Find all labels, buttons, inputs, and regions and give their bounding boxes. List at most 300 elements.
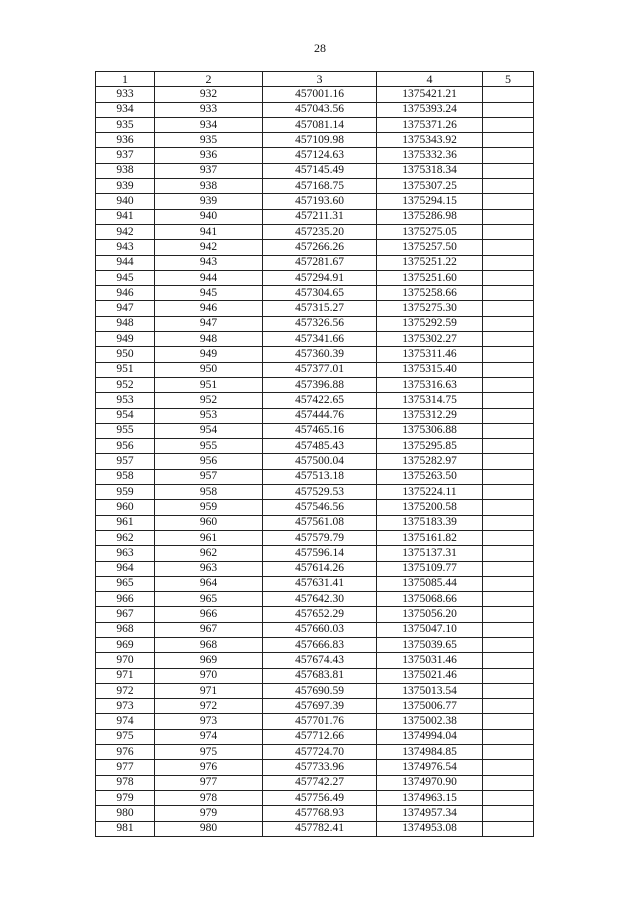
- table-cell: 955: [155, 439, 263, 454]
- table-cell: 947: [96, 301, 155, 316]
- table-cell: [483, 163, 534, 178]
- table-cell: 1375282.97: [377, 454, 483, 469]
- table-cell: 946: [96, 286, 155, 301]
- table-cell: 967: [155, 622, 263, 637]
- table-cell: 457500.04: [263, 454, 377, 469]
- table-cell: 960: [155, 515, 263, 530]
- table-row: [96, 393, 534, 408]
- table-body: [96, 87, 534, 837]
- table-row: [96, 454, 534, 469]
- table-row: [96, 790, 534, 805]
- table-cell: 457304.65: [263, 286, 377, 301]
- table-cell: [483, 530, 534, 545]
- table-cell: 457642.30: [263, 592, 377, 607]
- table-cell: 457043.56: [263, 102, 377, 117]
- table-cell: [483, 806, 534, 821]
- table-cell: 953: [155, 408, 263, 423]
- table-cell: 962: [155, 546, 263, 561]
- table-cell: [483, 668, 534, 683]
- table-cell: 457579.79: [263, 530, 377, 545]
- table-cell: 1375251.22: [377, 255, 483, 270]
- table-cell: [483, 714, 534, 729]
- table-cell: 944: [96, 255, 155, 270]
- table-row: [96, 806, 534, 821]
- table-cell: 1375421.21: [377, 87, 483, 102]
- table-row: [96, 485, 534, 500]
- table-cell: 932: [155, 87, 263, 102]
- table-cell: 970: [96, 653, 155, 668]
- table-cell: 964: [96, 561, 155, 576]
- table-cell: [483, 362, 534, 377]
- table-cell: [483, 224, 534, 239]
- table-cell: 457396.88: [263, 377, 377, 392]
- table-cell: 970: [155, 668, 263, 683]
- table-cell: 457712.66: [263, 729, 377, 744]
- table-cell: 959: [96, 485, 155, 500]
- table-cell: 936: [96, 133, 155, 148]
- table-cell: 978: [155, 790, 263, 805]
- table-cell: 952: [96, 377, 155, 392]
- table-row: [96, 332, 534, 347]
- table-cell: 1374957.34: [377, 806, 483, 821]
- table-cell: 965: [155, 592, 263, 607]
- table-row: [96, 561, 534, 576]
- table-cell: 941: [96, 209, 155, 224]
- table-cell: 948: [155, 332, 263, 347]
- table-row: [96, 270, 534, 285]
- table-cell: 1375047.10: [377, 622, 483, 637]
- table-cell: 963: [96, 546, 155, 561]
- table-row: [96, 592, 534, 607]
- table-row: [96, 760, 534, 775]
- table-cell: 940: [96, 194, 155, 209]
- table-cell: 979: [96, 790, 155, 805]
- table-cell: 933: [96, 87, 155, 102]
- table-row: [96, 102, 534, 117]
- table-cell: 1375332.36: [377, 148, 483, 163]
- table-cell: 1375161.82: [377, 530, 483, 545]
- table-cell: 941: [155, 224, 263, 239]
- table-cell: 1375318.34: [377, 163, 483, 178]
- table-cell: [483, 821, 534, 836]
- table-cell: 1375039.65: [377, 637, 483, 652]
- table-cell: 974: [155, 729, 263, 744]
- table-cell: 457485.43: [263, 439, 377, 454]
- table-cell: 457756.49: [263, 790, 377, 805]
- table-row: [96, 469, 534, 484]
- table-cell: [483, 485, 534, 500]
- column-header: 1: [96, 72, 155, 87]
- table-cell: 969: [155, 653, 263, 668]
- table-cell: 457690.59: [263, 683, 377, 698]
- table-cell: 457360.39: [263, 347, 377, 362]
- table-cell: 1374963.15: [377, 790, 483, 805]
- table-cell: 1375343.92: [377, 133, 483, 148]
- table-cell: 457281.67: [263, 255, 377, 270]
- table-cell: 1375295.85: [377, 439, 483, 454]
- table-cell: 966: [96, 592, 155, 607]
- table-cell: 940: [155, 209, 263, 224]
- table-cell: 955: [96, 423, 155, 438]
- table-cell: [483, 790, 534, 805]
- table-cell: 457377.01: [263, 362, 377, 377]
- table-cell: 457742.27: [263, 775, 377, 790]
- table-cell: 937: [96, 148, 155, 163]
- table-cell: 966: [155, 607, 263, 622]
- table-cell: [483, 515, 534, 530]
- table-cell: [483, 745, 534, 760]
- table-cell: 961: [96, 515, 155, 530]
- table-cell: 1375183.39: [377, 515, 483, 530]
- table-cell: [483, 270, 534, 285]
- table-cell: 1375109.77: [377, 561, 483, 576]
- table-row: [96, 515, 534, 530]
- table-row: [96, 408, 534, 423]
- table-cell: 1375275.05: [377, 224, 483, 239]
- table-cell: 958: [96, 469, 155, 484]
- table-cell: [483, 699, 534, 714]
- table-cell: [483, 393, 534, 408]
- table-cell: 942: [96, 224, 155, 239]
- table-cell: 457465.16: [263, 423, 377, 438]
- table-cell: 457001.16: [263, 87, 377, 102]
- table-cell: 1375314.75: [377, 393, 483, 408]
- table-cell: 953: [96, 393, 155, 408]
- table-cell: 457513.18: [263, 469, 377, 484]
- table-cell: 978: [96, 775, 155, 790]
- table-row: [96, 163, 534, 178]
- table-cell: [483, 546, 534, 561]
- table-cell: 977: [155, 775, 263, 790]
- table-cell: 944: [155, 270, 263, 285]
- table-cell: 977: [96, 760, 155, 775]
- table-cell: 948: [96, 316, 155, 331]
- table-cell: 962: [96, 530, 155, 545]
- table-cell: [483, 653, 534, 668]
- table-cell: 457546.56: [263, 500, 377, 515]
- table-cell: 937: [155, 163, 263, 178]
- table-cell: 957: [155, 469, 263, 484]
- table-cell: 457660.03: [263, 622, 377, 637]
- table-cell: [483, 622, 534, 637]
- table-cell: 457315.27: [263, 301, 377, 316]
- table-cell: 1375393.24: [377, 102, 483, 117]
- table-cell: 457211.31: [263, 209, 377, 224]
- table-cell: 457529.53: [263, 485, 377, 500]
- table-cell: 972: [96, 683, 155, 698]
- table-cell: 936: [155, 148, 263, 163]
- table-row: [96, 301, 534, 316]
- page-number: 28: [314, 41, 326, 55]
- table-cell: 457145.49: [263, 163, 377, 178]
- table-cell: [483, 775, 534, 790]
- table-cell: [483, 240, 534, 255]
- column-header: 5: [483, 72, 534, 87]
- table-cell: 934: [96, 102, 155, 117]
- table-cell: 945: [96, 270, 155, 285]
- table-cell: [483, 255, 534, 270]
- table-row: [96, 117, 534, 132]
- table-row: [96, 821, 534, 836]
- table-cell: 1374994.04: [377, 729, 483, 744]
- table-row: [96, 423, 534, 438]
- table-cell: 980: [155, 821, 263, 836]
- table-cell: 457266.26: [263, 240, 377, 255]
- column-header: 3: [263, 72, 377, 87]
- table-row: [96, 347, 534, 362]
- table-cell: 457193.60: [263, 194, 377, 209]
- table-cell: 947: [155, 316, 263, 331]
- table-cell: 1375258.66: [377, 286, 483, 301]
- table-cell: 1375200.58: [377, 500, 483, 515]
- table-cell: 976: [96, 745, 155, 760]
- table-cell: 457652.29: [263, 607, 377, 622]
- table-cell: [483, 423, 534, 438]
- table-row: [96, 729, 534, 744]
- table-row: [96, 209, 534, 224]
- table-cell: 457341.66: [263, 332, 377, 347]
- table-cell: [483, 102, 534, 117]
- table-cell: 1375006.77: [377, 699, 483, 714]
- table-cell: 457422.65: [263, 393, 377, 408]
- table-cell: [483, 683, 534, 698]
- table-cell: 939: [155, 194, 263, 209]
- table-cell: 1375021.46: [377, 668, 483, 683]
- table-cell: 938: [96, 163, 155, 178]
- table-cell: [483, 592, 534, 607]
- table-cell: 1375371.26: [377, 117, 483, 132]
- table-row: [96, 148, 534, 163]
- table-cell: 1375056.20: [377, 607, 483, 622]
- table-cell: 457124.63: [263, 148, 377, 163]
- table-cell: 457596.14: [263, 546, 377, 561]
- table-cell: [483, 439, 534, 454]
- table-row: [96, 745, 534, 760]
- table-cell: 952: [155, 393, 263, 408]
- table-cell: [483, 729, 534, 744]
- table-row: [96, 87, 534, 102]
- table-cell: 1375312.29: [377, 408, 483, 423]
- table-cell: 949: [155, 347, 263, 362]
- table-cell: 980: [96, 806, 155, 821]
- table-cell: [483, 209, 534, 224]
- table-cell: [483, 179, 534, 194]
- table-cell: 959: [155, 500, 263, 515]
- table-row: [96, 530, 534, 545]
- table-cell: 968: [96, 622, 155, 637]
- table-cell: [483, 87, 534, 102]
- table-row: [96, 714, 534, 729]
- coordinates-table: [95, 71, 534, 837]
- table-row: [96, 775, 534, 790]
- table-cell: 1375251.60: [377, 270, 483, 285]
- table-row: [96, 133, 534, 148]
- table-cell: 972: [155, 699, 263, 714]
- table-cell: 1375302.27: [377, 332, 483, 347]
- table-row: [96, 194, 534, 209]
- table-cell: 950: [155, 362, 263, 377]
- table-cell: 951: [155, 377, 263, 392]
- table-row: [96, 439, 534, 454]
- table-cell: 956: [155, 454, 263, 469]
- table-cell: 971: [96, 668, 155, 683]
- table-cell: 1375263.50: [377, 469, 483, 484]
- table-cell: 457666.83: [263, 637, 377, 652]
- table-cell: 457782.41: [263, 821, 377, 836]
- table-cell: [483, 500, 534, 515]
- table-cell: 457081.14: [263, 117, 377, 132]
- table-row: [96, 546, 534, 561]
- table-cell: 949: [96, 332, 155, 347]
- table-cell: [483, 760, 534, 775]
- table-cell: 954: [155, 423, 263, 438]
- table-cell: [483, 607, 534, 622]
- table-cell: 1375137.31: [377, 546, 483, 561]
- table-cell: 1374953.08: [377, 821, 483, 836]
- table-cell: 958: [155, 485, 263, 500]
- table-cell: 457768.93: [263, 806, 377, 821]
- table-cell: [483, 576, 534, 591]
- table-cell: 973: [155, 714, 263, 729]
- table-cell: [483, 332, 534, 347]
- table-cell: 939: [96, 179, 155, 194]
- table-cell: 954: [96, 408, 155, 423]
- table-cell: 973: [96, 699, 155, 714]
- table-cell: 1375275.30: [377, 301, 483, 316]
- table-row: [96, 637, 534, 652]
- table-cell: 1375307.25: [377, 179, 483, 194]
- table-row: [96, 668, 534, 683]
- table-cell: [483, 194, 534, 209]
- table-cell: 934: [155, 117, 263, 132]
- table-cell: 945: [155, 286, 263, 301]
- table-cell: 957: [96, 454, 155, 469]
- table-row: [96, 699, 534, 714]
- table-row: [96, 179, 534, 194]
- table-cell: 1374970.90: [377, 775, 483, 790]
- table-header-row: [96, 72, 534, 87]
- table-cell: 963: [155, 561, 263, 576]
- table-cell: 1374984.85: [377, 745, 483, 760]
- table-row: [96, 622, 534, 637]
- table-row: [96, 500, 534, 515]
- table-cell: 457235.20: [263, 224, 377, 239]
- table-row: [96, 576, 534, 591]
- table-cell: 457683.81: [263, 668, 377, 683]
- table-cell: 1375224.11: [377, 485, 483, 500]
- table-cell: [483, 469, 534, 484]
- table-cell: [483, 408, 534, 423]
- column-header: 4: [377, 72, 483, 87]
- table-cell: 457697.39: [263, 699, 377, 714]
- table-cell: 971: [155, 683, 263, 698]
- table-cell: [483, 286, 534, 301]
- table-row: [96, 240, 534, 255]
- table-cell: 933: [155, 102, 263, 117]
- table-cell: [483, 117, 534, 132]
- table-cell: 943: [96, 240, 155, 255]
- table-cell: [483, 148, 534, 163]
- table-cell: [483, 561, 534, 576]
- column-header: 2: [155, 72, 263, 87]
- table-cell: 1375315.40: [377, 362, 483, 377]
- table-cell: 1375013.54: [377, 683, 483, 698]
- table-cell: 964: [155, 576, 263, 591]
- table-cell: 938: [155, 179, 263, 194]
- table-cell: 935: [155, 133, 263, 148]
- table-cell: 965: [96, 576, 155, 591]
- table-cell: 1375316.63: [377, 377, 483, 392]
- table-cell: 1375068.66: [377, 592, 483, 607]
- table-cell: 457561.08: [263, 515, 377, 530]
- table-cell: 1375085.44: [377, 576, 483, 591]
- table-cell: 981: [96, 821, 155, 836]
- table-cell: [483, 637, 534, 652]
- table-cell: 976: [155, 760, 263, 775]
- table-cell: [483, 454, 534, 469]
- table-row: [96, 607, 534, 622]
- table-cell: 1375286.98: [377, 209, 483, 224]
- table-row: [96, 377, 534, 392]
- table-cell: 950: [96, 347, 155, 362]
- table-cell: 979: [155, 806, 263, 821]
- table-cell: 961: [155, 530, 263, 545]
- table-cell: 1375292.59: [377, 316, 483, 331]
- table-cell: 457109.98: [263, 133, 377, 148]
- table-cell: 942: [155, 240, 263, 255]
- table-cell: 946: [155, 301, 263, 316]
- table-row: [96, 286, 534, 301]
- table-cell: 975: [155, 745, 263, 760]
- table-row: [96, 316, 534, 331]
- table-cell: 1375257.50: [377, 240, 483, 255]
- table-cell: 457674.43: [263, 653, 377, 668]
- table-cell: 943: [155, 255, 263, 270]
- table-cell: 457701.76: [263, 714, 377, 729]
- table-cell: 457168.75: [263, 179, 377, 194]
- table-cell: 935: [96, 117, 155, 132]
- table-row: [96, 362, 534, 377]
- table-cell: [483, 133, 534, 148]
- table-cell: 974: [96, 714, 155, 729]
- table-cell: [483, 347, 534, 362]
- table-cell: [483, 377, 534, 392]
- table-cell: 951: [96, 362, 155, 377]
- table-cell: 457614.26: [263, 561, 377, 576]
- table-cell: 1375294.15: [377, 194, 483, 209]
- table-cell: 1375306.88: [377, 423, 483, 438]
- table-cell: 969: [96, 637, 155, 652]
- table-cell: [483, 316, 534, 331]
- table-cell: 457631.41: [263, 576, 377, 591]
- table-cell: 457326.56: [263, 316, 377, 331]
- table-cell: 960: [96, 500, 155, 515]
- table-cell: 1375002.38: [377, 714, 483, 729]
- table-cell: 956: [96, 439, 155, 454]
- table-row: [96, 224, 534, 239]
- table-cell: 457444.76: [263, 408, 377, 423]
- table-row: [96, 683, 534, 698]
- table-cell: 975: [96, 729, 155, 744]
- table-cell: 1375031.46: [377, 653, 483, 668]
- table-cell: [483, 301, 534, 316]
- table-row: [96, 255, 534, 270]
- table-cell: 1374976.54: [377, 760, 483, 775]
- table-cell: 457733.96: [263, 760, 377, 775]
- table-cell: 968: [155, 637, 263, 652]
- table-cell: 457724.70: [263, 745, 377, 760]
- table-cell: 967: [96, 607, 155, 622]
